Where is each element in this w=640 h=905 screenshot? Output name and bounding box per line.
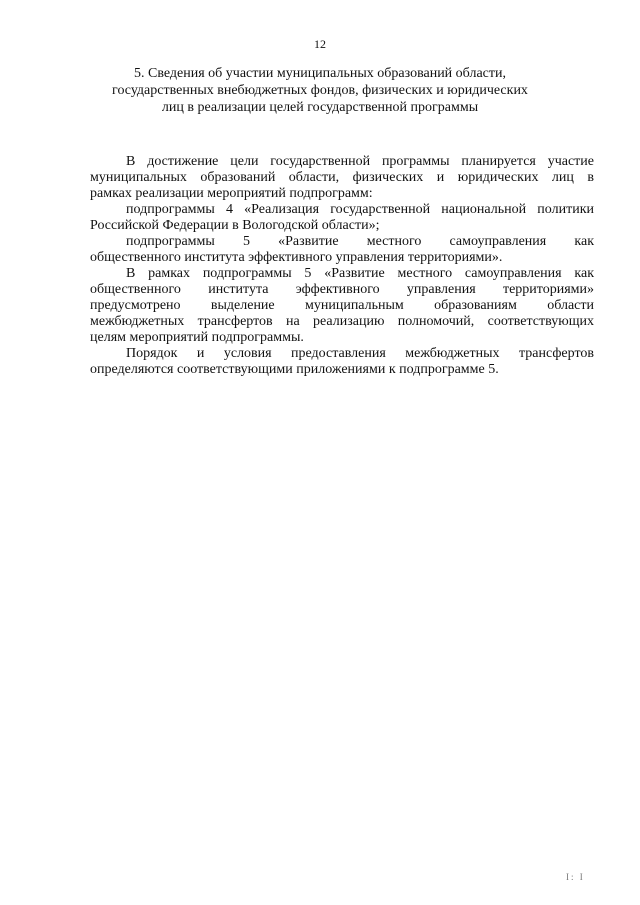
paragraph-line: предусмотрено выделение муниципальным образованиям области xyxy=(90,298,594,313)
paragraph-line: Российской Федерации в Вологодской области»; xyxy=(90,218,380,233)
paragraph-line: подпрограммы 4 «Реализация государственной национальной политики xyxy=(126,202,594,217)
section-heading xyxy=(110,65,530,116)
paragraph-line: определяются соответствующими приложениями к подпрограмме 5. xyxy=(90,362,499,377)
paragraph-line: общественного института эффективного управления территориями» xyxy=(90,282,594,297)
heading-line: лиц в реализации целей государственной программы xyxy=(161,100,479,115)
paragraph-line: рамках реализации мероприятий подпрограмм: xyxy=(90,186,373,201)
body-text xyxy=(90,154,594,378)
paragraph-line: межбюджетных трансфертов на реализацию полномочий, соответствующих xyxy=(90,314,594,329)
heading-line: 5. Сведения об участии муниципальных образований области, xyxy=(134,66,506,81)
footer-mark: I: I xyxy=(566,872,585,882)
paragraph-line: муниципальных образований области, физических и юридических лиц в xyxy=(90,170,594,185)
paragraph-line: Порядок и условия предоставления межбюджетных трансфертов xyxy=(126,346,594,361)
paragraph-line: общественного института эффективного управления территориями». xyxy=(90,250,503,265)
page-number: 12 xyxy=(314,37,326,51)
paragraph-line: В рамках подпрограммы 5 «Развитие местного самоуправления как xyxy=(126,266,594,281)
paragraph-line: подпрограммы 5 «Развитие местного самоуправления как xyxy=(126,234,594,249)
paragraph-line: В достижение цели государственной программы планируется участие xyxy=(126,154,594,169)
paragraph-line: целям мероприятий подпрограммы. xyxy=(90,330,304,345)
heading-line: государственных внебюджетных фондов, физических и юридических xyxy=(112,83,528,98)
